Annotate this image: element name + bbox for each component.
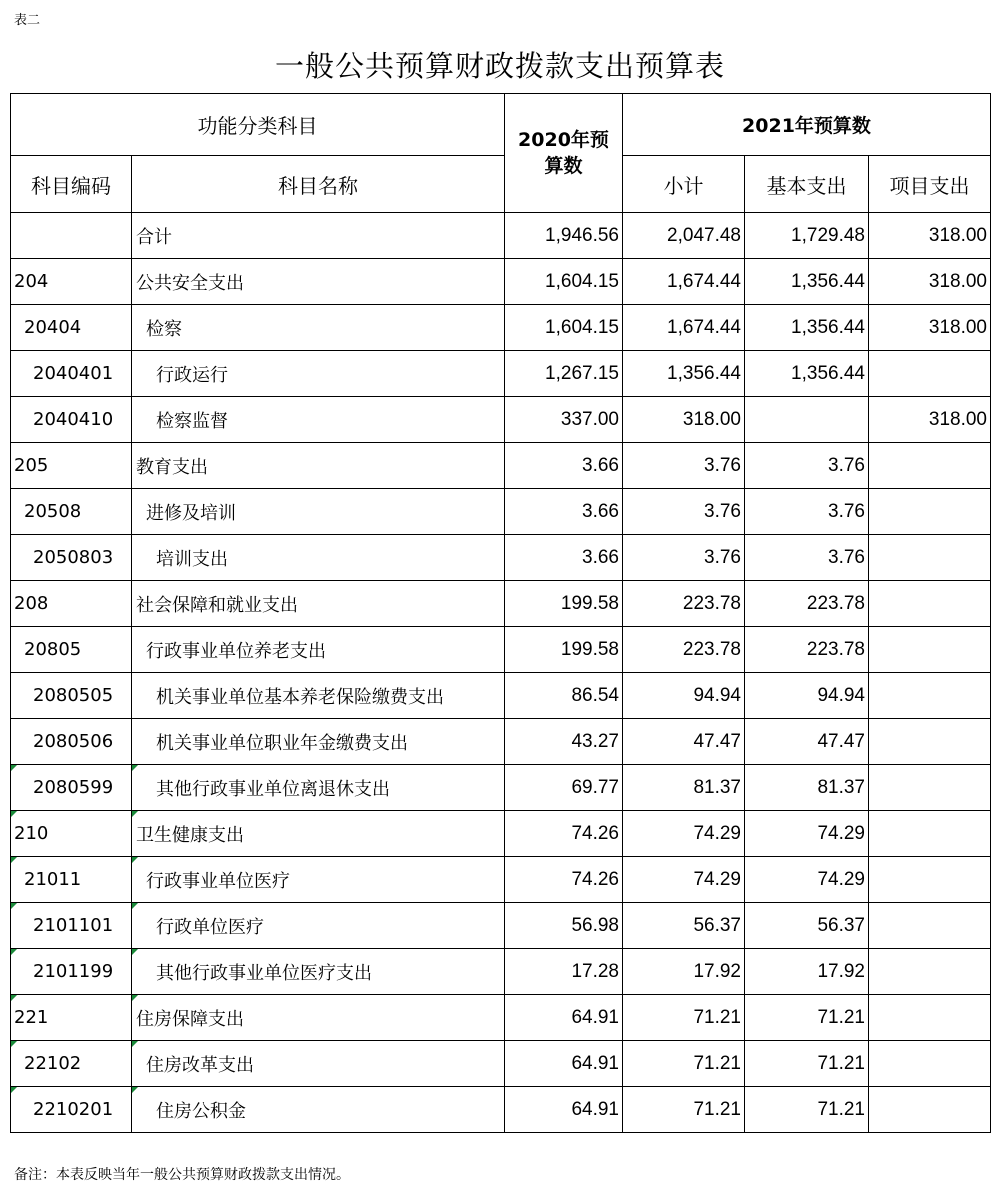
cell-subtotal: 81.37 [623, 765, 745, 811]
table-row [11, 765, 991, 811]
cell-name: 住房改革支出 [132, 1041, 505, 1087]
cell-basic: 74.29 [745, 857, 869, 903]
cell-project [869, 903, 991, 949]
cell-name: 公共安全支出 [132, 259, 505, 305]
cell-project [869, 627, 991, 673]
table-row [11, 1087, 991, 1133]
cell-subtotal: 47.47 [623, 719, 745, 765]
table-row [11, 305, 991, 351]
cell-basic: 1,729.48 [745, 213, 869, 259]
cell-subtotal: 3.76 [623, 535, 745, 581]
cell-budget-2020: 74.26 [505, 811, 623, 857]
cell-code: 204 [11, 259, 132, 305]
cell-code: 210 [11, 811, 132, 857]
table-body [11, 213, 991, 1133]
page-title: 一般公共预算财政拨款支出预算表 [274, 49, 725, 83]
cell-code: 20404 [11, 305, 132, 351]
cell-name: 卫生健康支出 [132, 811, 505, 857]
table-row [11, 903, 991, 949]
table-row [11, 673, 991, 719]
cell-project: 318.00 [869, 305, 991, 351]
cell-basic: 81.37 [745, 765, 869, 811]
cell-name: 其他行政事业单位医疗支出 [132, 949, 505, 995]
budget-table [10, 93, 991, 1133]
cell-basic: 3.76 [745, 535, 869, 581]
table-row [11, 949, 991, 995]
cell-name: 行政事业单位医疗 [132, 857, 505, 903]
table-row [11, 443, 991, 489]
cell-budget-2020: 64.91 [505, 1041, 623, 1087]
cell-budget-2020: 86.54 [505, 673, 623, 719]
cell-name: 行政事业单位养老支出 [132, 627, 505, 673]
cell-code: 20805 [11, 627, 132, 673]
cell-project [869, 949, 991, 995]
cell-subtotal: 74.29 [623, 811, 745, 857]
cell-basic: 3.76 [745, 489, 869, 535]
cell-code: 208 [11, 581, 132, 627]
cell-code: 2080599 [11, 765, 132, 811]
cell-name: 进修及培训 [132, 489, 505, 535]
cell-budget-2020: 1,267.15 [505, 351, 623, 397]
cell-budget-2020: 56.98 [505, 903, 623, 949]
cell-name: 检察监督 [132, 397, 505, 443]
cell-code: 2050803 [11, 535, 132, 581]
cell-name: 其他行政事业单位离退休支出 [132, 765, 505, 811]
cell-subtotal: 2,047.48 [623, 213, 745, 259]
cell-budget-2020: 3.66 [505, 443, 623, 489]
cell-budget-2020: 1,946.56 [505, 213, 623, 259]
header-name: 科目名称 [132, 156, 505, 213]
cell-code: 2080505 [11, 673, 132, 719]
cell-name: 机关事业单位基本养老保险缴费支出 [132, 673, 505, 719]
cell-subtotal: 3.76 [623, 443, 745, 489]
cell-basic: 1,356.44 [745, 305, 869, 351]
cell-basic: 1,356.44 [745, 351, 869, 397]
cell-basic: 71.21 [745, 1087, 869, 1133]
cell-code: 221 [11, 995, 132, 1041]
cell-project [869, 1087, 991, 1133]
cell-code: 2101101 [11, 903, 132, 949]
cell-project [869, 351, 991, 397]
cell-basic: 223.78 [745, 627, 869, 673]
cell-subtotal: 223.78 [623, 581, 745, 627]
header-basic: 基本支出 [745, 156, 869, 213]
cell-basic: 1,356.44 [745, 259, 869, 305]
cell-code: 20508 [11, 489, 132, 535]
cell-budget-2020: 17.28 [505, 949, 623, 995]
cell-code: 22102 [11, 1041, 132, 1087]
cell-project [869, 489, 991, 535]
table-row [11, 857, 991, 903]
table-row [11, 811, 991, 857]
cell-name: 行政运行 [132, 351, 505, 397]
header-category: 功能分类科目 [11, 94, 505, 156]
footnote: 备注：本表反映当年一般公共预算财政拨款支出情况。 [14, 1167, 350, 1183]
cell-project [869, 581, 991, 627]
cell-name: 合计 [132, 213, 505, 259]
cell-name: 检察 [132, 305, 505, 351]
cell-subtotal: 1,674.44 [623, 259, 745, 305]
cell-subtotal: 1,356.44 [623, 351, 745, 397]
table-row [11, 351, 991, 397]
cell-basic: 223.78 [745, 581, 869, 627]
cell-code: 2080506 [11, 719, 132, 765]
cell-subtotal: 71.21 [623, 1041, 745, 1087]
cell-budget-2020: 1,604.15 [505, 259, 623, 305]
cell-code: 205 [11, 443, 132, 489]
header-budget-2020 [505, 94, 623, 213]
cell-project [869, 719, 991, 765]
table-row [11, 397, 991, 443]
table-row [11, 719, 991, 765]
header-code: 科目编码 [11, 156, 132, 213]
cell-basic: 56.37 [745, 903, 869, 949]
cell-budget-2020: 1,604.15 [505, 305, 623, 351]
cell-basic: 94.94 [745, 673, 869, 719]
cell-subtotal: 94.94 [623, 673, 745, 719]
table-row [11, 1041, 991, 1087]
cell-project [869, 811, 991, 857]
cell-budget-2020: 3.66 [505, 489, 623, 535]
table-row [11, 995, 991, 1041]
cell-basic [745, 397, 869, 443]
table-row [11, 535, 991, 581]
header-budget-2020-label: 2020年预算数 [518, 129, 609, 177]
table-row [11, 213, 991, 259]
cell-project [869, 535, 991, 581]
cell-budget-2020: 337.00 [505, 397, 623, 443]
cell-budget-2020: 64.91 [505, 1087, 623, 1133]
cell-budget-2020: 199.58 [505, 581, 623, 627]
cell-name: 行政单位医疗 [132, 903, 505, 949]
cell-subtotal: 56.37 [623, 903, 745, 949]
cell-project [869, 995, 991, 1041]
cell-basic: 17.92 [745, 949, 869, 995]
cell-basic: 74.29 [745, 811, 869, 857]
header-budget-2021: 2021年预算数 [623, 94, 991, 156]
table-row [11, 259, 991, 305]
page-label: 表二 [14, 13, 41, 28]
cell-project [869, 1041, 991, 1087]
cell-basic: 47.47 [745, 719, 869, 765]
header-project: 项目支出 [869, 156, 991, 213]
cell-subtotal: 223.78 [623, 627, 745, 673]
cell-budget-2020: 74.26 [505, 857, 623, 903]
cell-code: 2101199 [11, 949, 132, 995]
cell-basic: 71.21 [745, 995, 869, 1041]
cell-subtotal: 71.21 [623, 1087, 745, 1133]
cell-code [11, 213, 132, 259]
cell-project [869, 765, 991, 811]
cell-subtotal: 3.76 [623, 489, 745, 535]
cell-basic: 71.21 [745, 1041, 869, 1087]
cell-name: 住房保障支出 [132, 995, 505, 1041]
header-subtotal: 小计 [623, 156, 745, 213]
cell-budget-2020: 3.66 [505, 535, 623, 581]
table-row [11, 581, 991, 627]
cell-project [869, 443, 991, 489]
cell-code: 2040410 [11, 397, 132, 443]
cell-name: 住房公积金 [132, 1087, 505, 1133]
cell-name: 机关事业单位职业年金缴费支出 [132, 719, 505, 765]
cell-project [869, 673, 991, 719]
cell-code: 2040401 [11, 351, 132, 397]
cell-subtotal: 1,674.44 [623, 305, 745, 351]
cell-budget-2020: 64.91 [505, 995, 623, 1041]
cell-budget-2020: 43.27 [505, 719, 623, 765]
cell-budget-2020: 199.58 [505, 627, 623, 673]
cell-project: 318.00 [869, 259, 991, 305]
cell-basic: 3.76 [745, 443, 869, 489]
cell-code: 21011 [11, 857, 132, 903]
cell-name: 教育支出 [132, 443, 505, 489]
cell-subtotal: 17.92 [623, 949, 745, 995]
cell-code: 2210201 [11, 1087, 132, 1133]
table-row [11, 627, 991, 673]
cell-budget-2020: 69.77 [505, 765, 623, 811]
cell-subtotal: 74.29 [623, 857, 745, 903]
table-row [11, 489, 991, 535]
cell-project [869, 857, 991, 903]
cell-project: 318.00 [869, 213, 991, 259]
cell-subtotal: 71.21 [623, 995, 745, 1041]
cell-subtotal: 318.00 [623, 397, 745, 443]
cell-project: 318.00 [869, 397, 991, 443]
cell-name: 培训支出 [132, 535, 505, 581]
cell-name: 社会保障和就业支出 [132, 581, 505, 627]
